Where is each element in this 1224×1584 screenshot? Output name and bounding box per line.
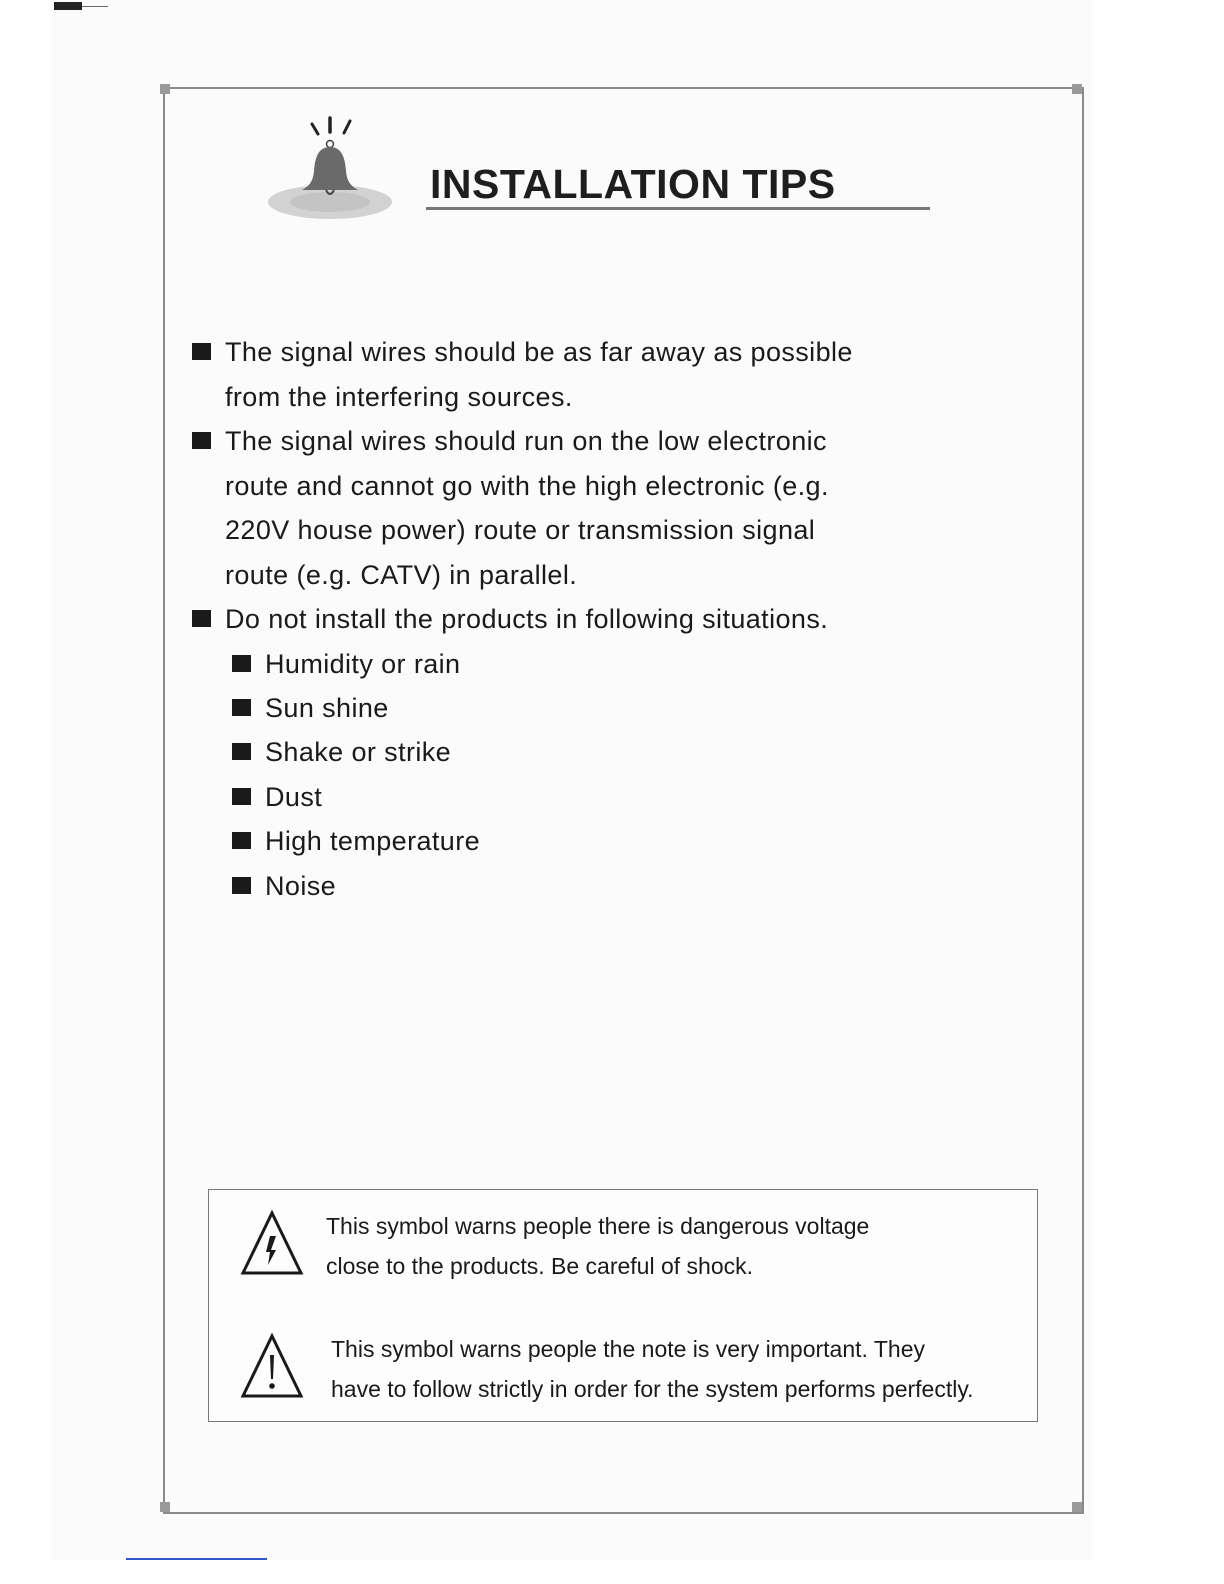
bottom-edge-artifact xyxy=(126,1558,267,1560)
tip-item-continued xyxy=(190,508,990,553)
frame-corner xyxy=(160,1502,170,1512)
square-bullet-icon xyxy=(232,655,251,672)
important-note-text-line1: This symbol warns people the note is very important. They xyxy=(331,1336,926,1362)
square-bullet-icon xyxy=(192,610,211,627)
important-note-text-line2: have to follow strictly in order for the system performs perfectly. xyxy=(331,1376,974,1402)
situation-text: High temperature xyxy=(265,826,481,857)
tips-list xyxy=(190,330,990,908)
bell-icon xyxy=(266,116,396,222)
tip-item-continued xyxy=(190,375,990,420)
tip-text: Do not install the products in following situations. xyxy=(225,604,829,634)
situations-list xyxy=(230,642,990,908)
exclamation-warning-icon xyxy=(240,1333,304,1399)
situation-text: Shake or strike xyxy=(265,737,452,768)
tip-text: from the interfering sources. xyxy=(225,381,573,412)
tip-item-continued xyxy=(190,553,990,598)
situation-item xyxy=(230,775,990,819)
warning-legend-box xyxy=(208,1189,1038,1422)
page-title: INSTALLATION TIPS xyxy=(430,161,836,207)
tip-text: The signal wires should run on the low electronic xyxy=(225,426,827,456)
tip-text: The signal wires should be as far away as possible xyxy=(225,337,853,367)
frame-corner xyxy=(1072,1502,1082,1512)
square-bullet-icon xyxy=(232,877,251,894)
frame-corner xyxy=(1072,84,1082,94)
frame-corner xyxy=(160,84,170,94)
situation-text: Noise xyxy=(265,870,337,901)
voltage-warning-text-line2: close to the products. Be careful of shock. xyxy=(326,1253,754,1279)
tip-item xyxy=(190,330,990,375)
tip-text: route (e.g. CATV) in parallel. xyxy=(225,559,578,590)
tip-text: 220V house power) route or transmission signal xyxy=(225,515,816,545)
tip-text: route and cannot go with the high electronic (e.g. xyxy=(225,470,829,501)
square-bullet-icon xyxy=(192,343,211,360)
high-voltage-warning-icon xyxy=(240,1210,304,1276)
square-bullet-icon xyxy=(232,832,251,849)
scan-artifact-line xyxy=(82,6,108,7)
tip-item xyxy=(190,419,990,464)
tip-item xyxy=(190,597,990,642)
square-bullet-icon xyxy=(232,699,251,716)
situation-item xyxy=(230,686,990,730)
title-underline xyxy=(426,207,930,210)
situation-item xyxy=(230,730,990,774)
situation-text: Dust xyxy=(265,781,323,812)
square-bullet-icon xyxy=(232,788,251,805)
situation-item xyxy=(230,642,990,686)
square-bullet-icon xyxy=(232,743,251,760)
situation-item xyxy=(230,864,990,908)
scan-artifact xyxy=(54,2,82,10)
situation-text: Sun shine xyxy=(265,692,389,723)
tip-item-continued xyxy=(190,464,990,509)
situation-item xyxy=(230,819,990,863)
situation-text: Humidity or rain xyxy=(265,648,461,679)
square-bullet-icon xyxy=(192,432,211,449)
voltage-warning-text-line1: This symbol warns people there is dangerous voltage xyxy=(326,1213,870,1239)
